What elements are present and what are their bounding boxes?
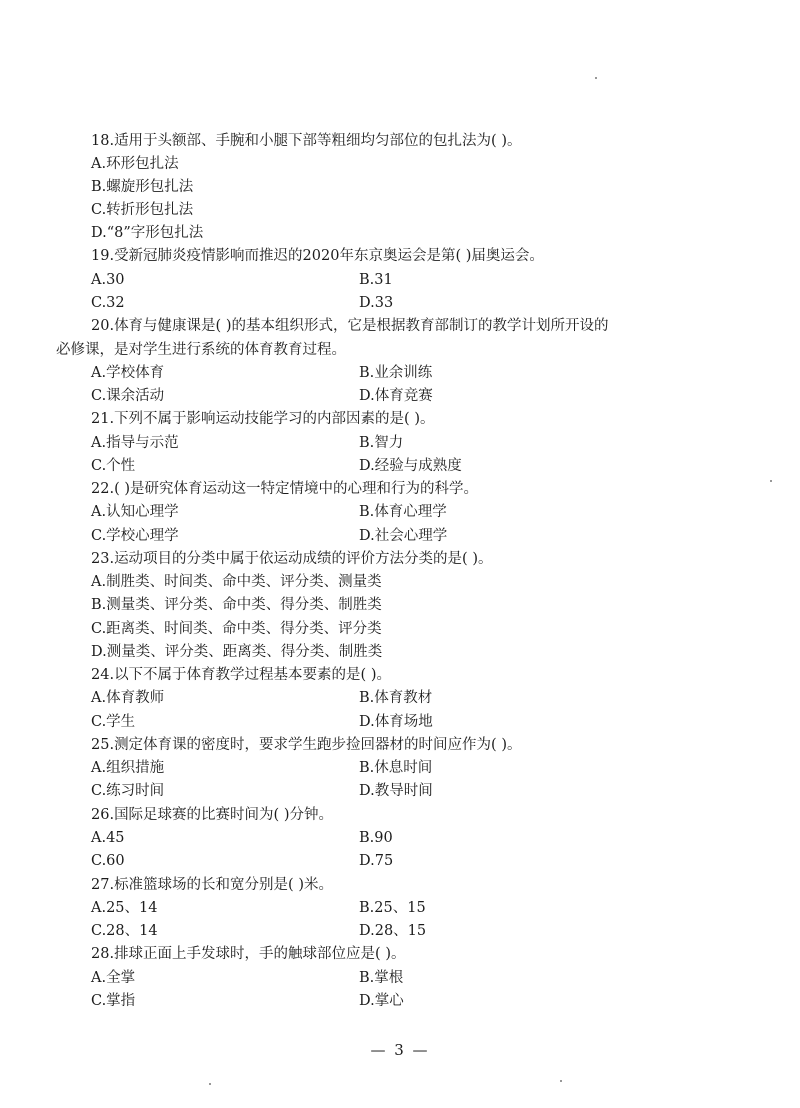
question-26-stem: 26.国际足球赛的比赛时间为( )分钟。 <box>91 807 333 823</box>
question-28-option-c: C.掌指 <box>91 993 136 1009</box>
scan-speck <box>595 77 597 79</box>
scan-speck <box>770 480 772 482</box>
question-18-option-a: A.环形包扎法 <box>91 156 179 172</box>
scan-speck <box>209 1083 211 1085</box>
question-27-option-a: A.25、14 <box>91 900 158 916</box>
question-22-option-d: D.社会心理学 <box>359 528 448 544</box>
question-24-option-a: A.体育教师 <box>91 690 165 706</box>
question-22-option-b: B.体育心理学 <box>359 504 447 520</box>
question-19-option-a: A.30 <box>91 272 125 288</box>
question-22-stem: 22.( )是研究体育运动这一特定情境中的心理和行为的科学。 <box>91 481 478 497</box>
question-18-option-c: C.转折形包扎法 <box>91 202 194 218</box>
question-19-option-b: B.31 <box>359 272 393 288</box>
question-27-option-b: B.25、15 <box>359 900 426 916</box>
question-21-stem: 21.下列不属于影响运动技能学习的内部因素的是( )。 <box>91 411 435 427</box>
question-20-option-c: C.课余活动 <box>91 388 165 404</box>
question-26-option-b: B.90 <box>359 830 393 846</box>
question-23-stem: 23.运动项目的分类中属于依运动成绩的评价方法分类的是( )。 <box>91 551 493 567</box>
question-28-option-a: A.全掌 <box>91 970 136 986</box>
question-21-option-d: D.经验与成熟度 <box>359 458 462 474</box>
question-26-option-d: D.75 <box>359 853 394 869</box>
question-21-option-a: A.指导与示范 <box>91 435 179 451</box>
question-23-option-d: D.测量类、评分类、距离类、得分类、制胜类 <box>91 644 383 660</box>
question-21-option-c: C.个性 <box>91 458 136 474</box>
question-19-option-d: D.33 <box>359 295 394 311</box>
question-20-option-b: B.业余训练 <box>359 365 433 381</box>
question-19-option-c: C.32 <box>91 295 125 311</box>
question-24-option-c: C.学生 <box>91 714 136 730</box>
question-27-stem: 27.标准篮球场的长和宽分别是( )米。 <box>91 877 333 893</box>
question-26-option-c: C.60 <box>91 853 125 869</box>
question-26-option-a: A.45 <box>91 830 125 846</box>
question-24-stem: 24.以下不属于体育教学过程基本要素的是( )。 <box>91 667 391 683</box>
question-28-stem: 28.排球正面上手发球时，手的触球部位应是( )。 <box>91 946 406 962</box>
question-25-stem: 25.测定体育课的密度时，要求学生跑步捡回器材的时间应作为( )。 <box>91 737 522 753</box>
question-20-option-d: D.体育竞赛 <box>359 388 433 404</box>
page-number: — 3 — <box>370 1041 430 1059</box>
question-19-stem: 19.受新冠肺炎疫情影响而推迟的2020年东京奥运会是第( )届奥运会。 <box>91 248 544 264</box>
question-18-option-b: B.螺旋形包扎法 <box>91 179 194 195</box>
question-18-option-d: D.“8”字形包扎法 <box>91 225 204 241</box>
question-20-stem-cont: 必修课，是对学生进行系统的体育教育过程。 <box>56 342 346 358</box>
question-23-option-b: B.测量类、评分类、命中类、得分类、制胜类 <box>91 597 382 613</box>
question-25-option-c: C.练习时间 <box>91 783 165 799</box>
question-28-option-b: B.掌根 <box>359 970 404 986</box>
question-27-option-d: D.28、15 <box>359 923 427 939</box>
scan-speck <box>560 1080 562 1082</box>
question-25-option-b: B.休息时间 <box>359 760 433 776</box>
question-25-option-a: A.组织措施 <box>91 760 165 776</box>
question-23-option-c: C.距离类、时间类、命中类、得分类、评分类 <box>91 621 382 637</box>
question-28-option-d: D.掌心 <box>359 993 404 1009</box>
question-24-option-d: D.体育场地 <box>359 714 433 730</box>
question-20-stem: 20.体育与健康课是( )的基本组织形式，它是根据教育部制订的教学计划所开设的 <box>91 318 609 334</box>
question-21-option-b: B.智力 <box>359 435 404 451</box>
question-23-option-a: A.制胜类、时间类、命中类、评分类、测量类 <box>91 574 382 590</box>
question-22-option-c: C.学校心理学 <box>91 528 179 544</box>
question-18-stem: 18.适用于头额部、手腕和小腿下部等粗细均匀部位的包扎法为( )。 <box>91 133 522 149</box>
question-24-option-b: B.体育教材 <box>359 690 433 706</box>
question-27-option-c: C.28、14 <box>91 923 158 939</box>
question-25-option-d: D.教导时间 <box>359 783 433 799</box>
question-20-option-a: A.学校体育 <box>91 365 165 381</box>
question-22-option-a: A.认知心理学 <box>91 504 179 520</box>
